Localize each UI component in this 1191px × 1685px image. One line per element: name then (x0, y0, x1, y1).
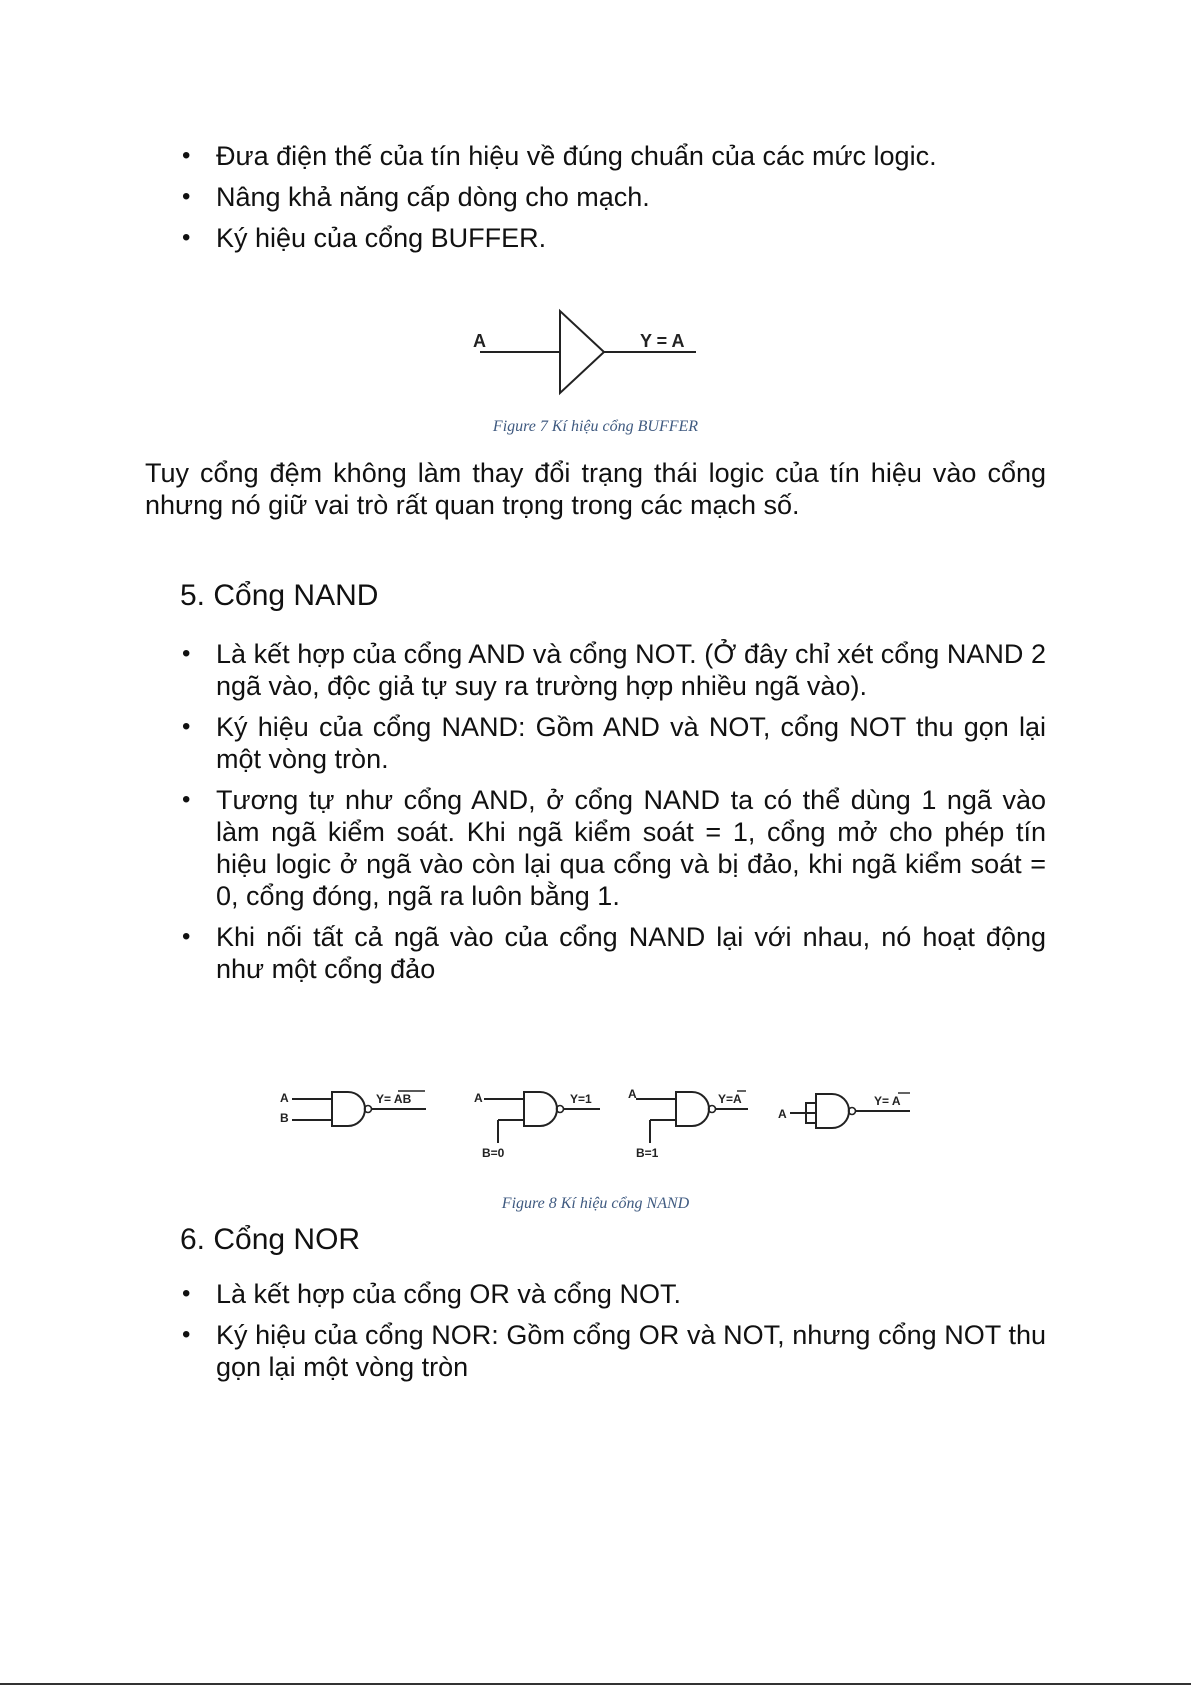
list-item: • Tương tự như cổng AND, ở cổng NAND ta có thể dùng 1 ngã vào làm ngã kiểm soát. Khi ngã kiểm soát = 1, cổng mở cho phép tín hiệu logic ở ngã vào còn lại qua cổng và bị đảo, khi ngã kiểm soát = 0, cổng đóng, ngã ra luôn bằng 1. (182, 785, 1046, 911)
buffer-paragraph: Tuy cổng đệm không làm thay đổi trạng thái logic của tín hiệu vào cổng nhưng nó giữ vai trò rất quan trọng trong các mạch số. (145, 458, 1046, 520)
bullet-icon: • (182, 1280, 191, 1307)
bullet-icon: • (182, 923, 191, 950)
bullet-icon: • (182, 1321, 191, 1348)
bullet-icon: • (182, 183, 191, 210)
figure-8-caption: Figure 8 Kí hiệu cổng NAND (501, 1195, 690, 1212)
bullet-icon: • (182, 713, 191, 740)
nand-bullet-list (178, 638, 1046, 994)
section-6-heading: 6. Cổng NOR (180, 1223, 361, 1256)
figure-7-caption: Figure 7 Kí hiệu cổng BUFFER (492, 418, 699, 435)
nand-gate-2 (474, 1091, 600, 1160)
list-item: • Là kết hợp của cổng OR và cổng NOT. (182, 1279, 681, 1309)
list-item: • Là kết hợp của cổng AND và cổng NOT. (Ở đây chỉ xét cổng NAND 2 ngã vào, độc giả tự suy ra trường hợp nhiều ngã vào). (182, 639, 1046, 701)
gate2-input-a-label: A (474, 1091, 483, 1105)
nand-gate-4 (778, 1093, 910, 1128)
gate3-input-a-label: A (628, 1087, 637, 1101)
nand-gate-1 (280, 1091, 426, 1126)
gate3-output-label: Y=A (718, 1092, 742, 1106)
list-item: • Ký hiệu của cổng NAND: Gồm AND và NOT, cổng NOT thu gọn lại một vòng tròn. (182, 712, 1046, 774)
gate4-output-label: Y= A (874, 1094, 901, 1108)
buffer-triangle (560, 311, 604, 393)
bullet-icon: • (182, 142, 191, 169)
list-item: • Nâng khả năng cấp dòng cho mạch. (182, 182, 650, 212)
nor-bullet-list (178, 1278, 1046, 1392)
list-item: • Khi nối tất cả ngã vào của cổng NAND lại với nhau, nó hoạt động như một cổng đảo (182, 922, 1046, 984)
list-item: • Đưa điện thế của tín hiệu về đúng chuẩn của các mức logic. (182, 141, 937, 171)
gate2-input-b-label: B=0 (482, 1146, 505, 1160)
buffer-output-label: Y = A (640, 331, 685, 351)
gate1-input-a-label: A (280, 1091, 289, 1105)
list-item: • Ký hiệu của cổng BUFFER. (182, 223, 547, 253)
nand-gates-diagram (270, 1085, 930, 1160)
nand-gate-3 (628, 1087, 748, 1160)
bullet-icon: • (182, 640, 191, 667)
gate3-input-b-label: B=1 (636, 1146, 659, 1160)
buffer-input-label: A (473, 331, 486, 351)
gate1-input-b-label: B (280, 1111, 289, 1125)
gate4-input-a-label: A (778, 1107, 787, 1121)
gate2-output-label: Y=1 (570, 1092, 592, 1106)
gate1-output-label: Y= AB (376, 1092, 412, 1106)
bullet-icon: • (182, 224, 191, 251)
list-item: • Ký hiệu của cổng NOR: Gồm cổng OR và NOT, nhưng cổng NOT thu gọn lại một vòng tròn (182, 1320, 1046, 1382)
buffer-bullet-list (178, 140, 1046, 263)
bullet-icon: • (182, 786, 191, 813)
buffer-gate-diagram (460, 305, 720, 400)
section-5-heading: 5. Cổng NAND (180, 579, 379, 612)
